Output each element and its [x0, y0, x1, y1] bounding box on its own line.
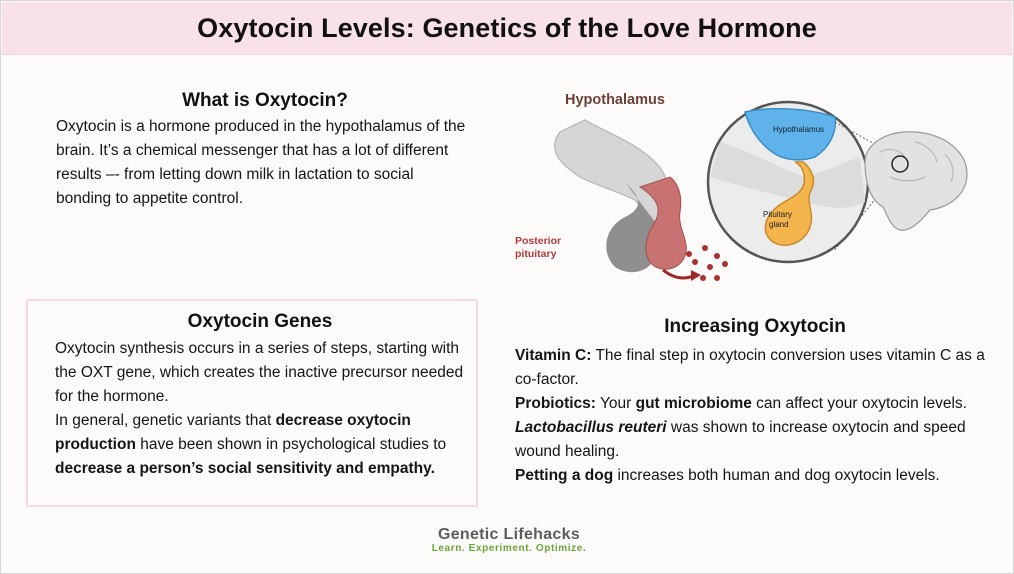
- vitamin-c-text: The final step in oxytocin conversion uses vitamin C as a co-factor.: [515, 347, 985, 388]
- dog-label: Petting a dog: [515, 467, 614, 484]
- genes-p2-part-a: In general, genetic variants that: [55, 412, 276, 429]
- probiotics-species: Lactobacillus reuteri: [515, 419, 667, 436]
- dog-text: increases both human and dog oxytocin levels.: [613, 467, 940, 484]
- increasing-section: [515, 316, 985, 488]
- title-bar: [2, 2, 1012, 55]
- what-heading: What is Oxytocin?: [182, 90, 348, 111]
- vitamin-c-item: [515, 344, 985, 392]
- genes-p2-bold-b: decrease oxytocin production: [55, 412, 411, 453]
- dog-item: [515, 464, 985, 488]
- probiotics-label: Probiotics:: [515, 395, 596, 412]
- logo: [414, 526, 604, 554]
- genes-p2-bold-d: decrease a person’s social sensitivity and empathy.: [55, 460, 435, 477]
- vitamin-c-label: Vitamin C:: [515, 347, 592, 364]
- release-arrow-line: [663, 270, 693, 278]
- pituitary-diagram: [505, 82, 975, 292]
- hypothalamus-illustration: [505, 82, 975, 292]
- what-section: [56, 90, 466, 211]
- page-title: Oxytocin Levels: Genetics of the Love Hormone: [197, 12, 817, 43]
- probiotics-text-a: Your: [595, 395, 636, 412]
- probiotics-text-e: was shown to increase oxytocin and speed wound healing.: [515, 419, 966, 460]
- genes-paragraph-2: [55, 409, 465, 481]
- genes-heading: Oxytocin Genes: [187, 311, 333, 332]
- probiotics-text-c: can affect your oxytocin levels.: [751, 395, 967, 412]
- label-pituitary: pituitary: [515, 248, 557, 260]
- genes-section: [55, 311, 465, 481]
- genes-p2-part-c: have been shown in psychological studies to: [135, 436, 447, 453]
- genes-paragraph-1: Oxytocin synthesis occurs in a series of steps, starting with the OXT gene, which creates the inactive precursor needed for the hormone.: [55, 340, 464, 405]
- inset-label-pituitary: Pituitary: [763, 210, 792, 219]
- probiotics-item: [515, 392, 985, 464]
- inset-label-gland: gland: [769, 220, 789, 229]
- brain-tissue-shape: [555, 120, 669, 222]
- inset-label-hypothalamus: Hypothalamus: [773, 125, 825, 134]
- increasing-heading: Increasing Oxytocin: [664, 316, 846, 337]
- label-hypothalamus: Hypothalamus: [565, 92, 665, 108]
- probiotics-gut-microbiome: gut microbiome: [635, 395, 752, 412]
- what-text: Oxytocin is a hormone produced in the hypothalamus of the brain. It’s a chemical messenger that has a lot of different results –- from letting down milk in lactation to social bonding to appetite control.: [56, 118, 466, 207]
- release-arrow-head: [691, 270, 701, 281]
- logo-tagline: Learn. Experiment. Optimize.: [431, 543, 587, 554]
- label-posterior: Posterior: [515, 235, 562, 247]
- logo-name: Genetic Lifehacks: [437, 526, 581, 543]
